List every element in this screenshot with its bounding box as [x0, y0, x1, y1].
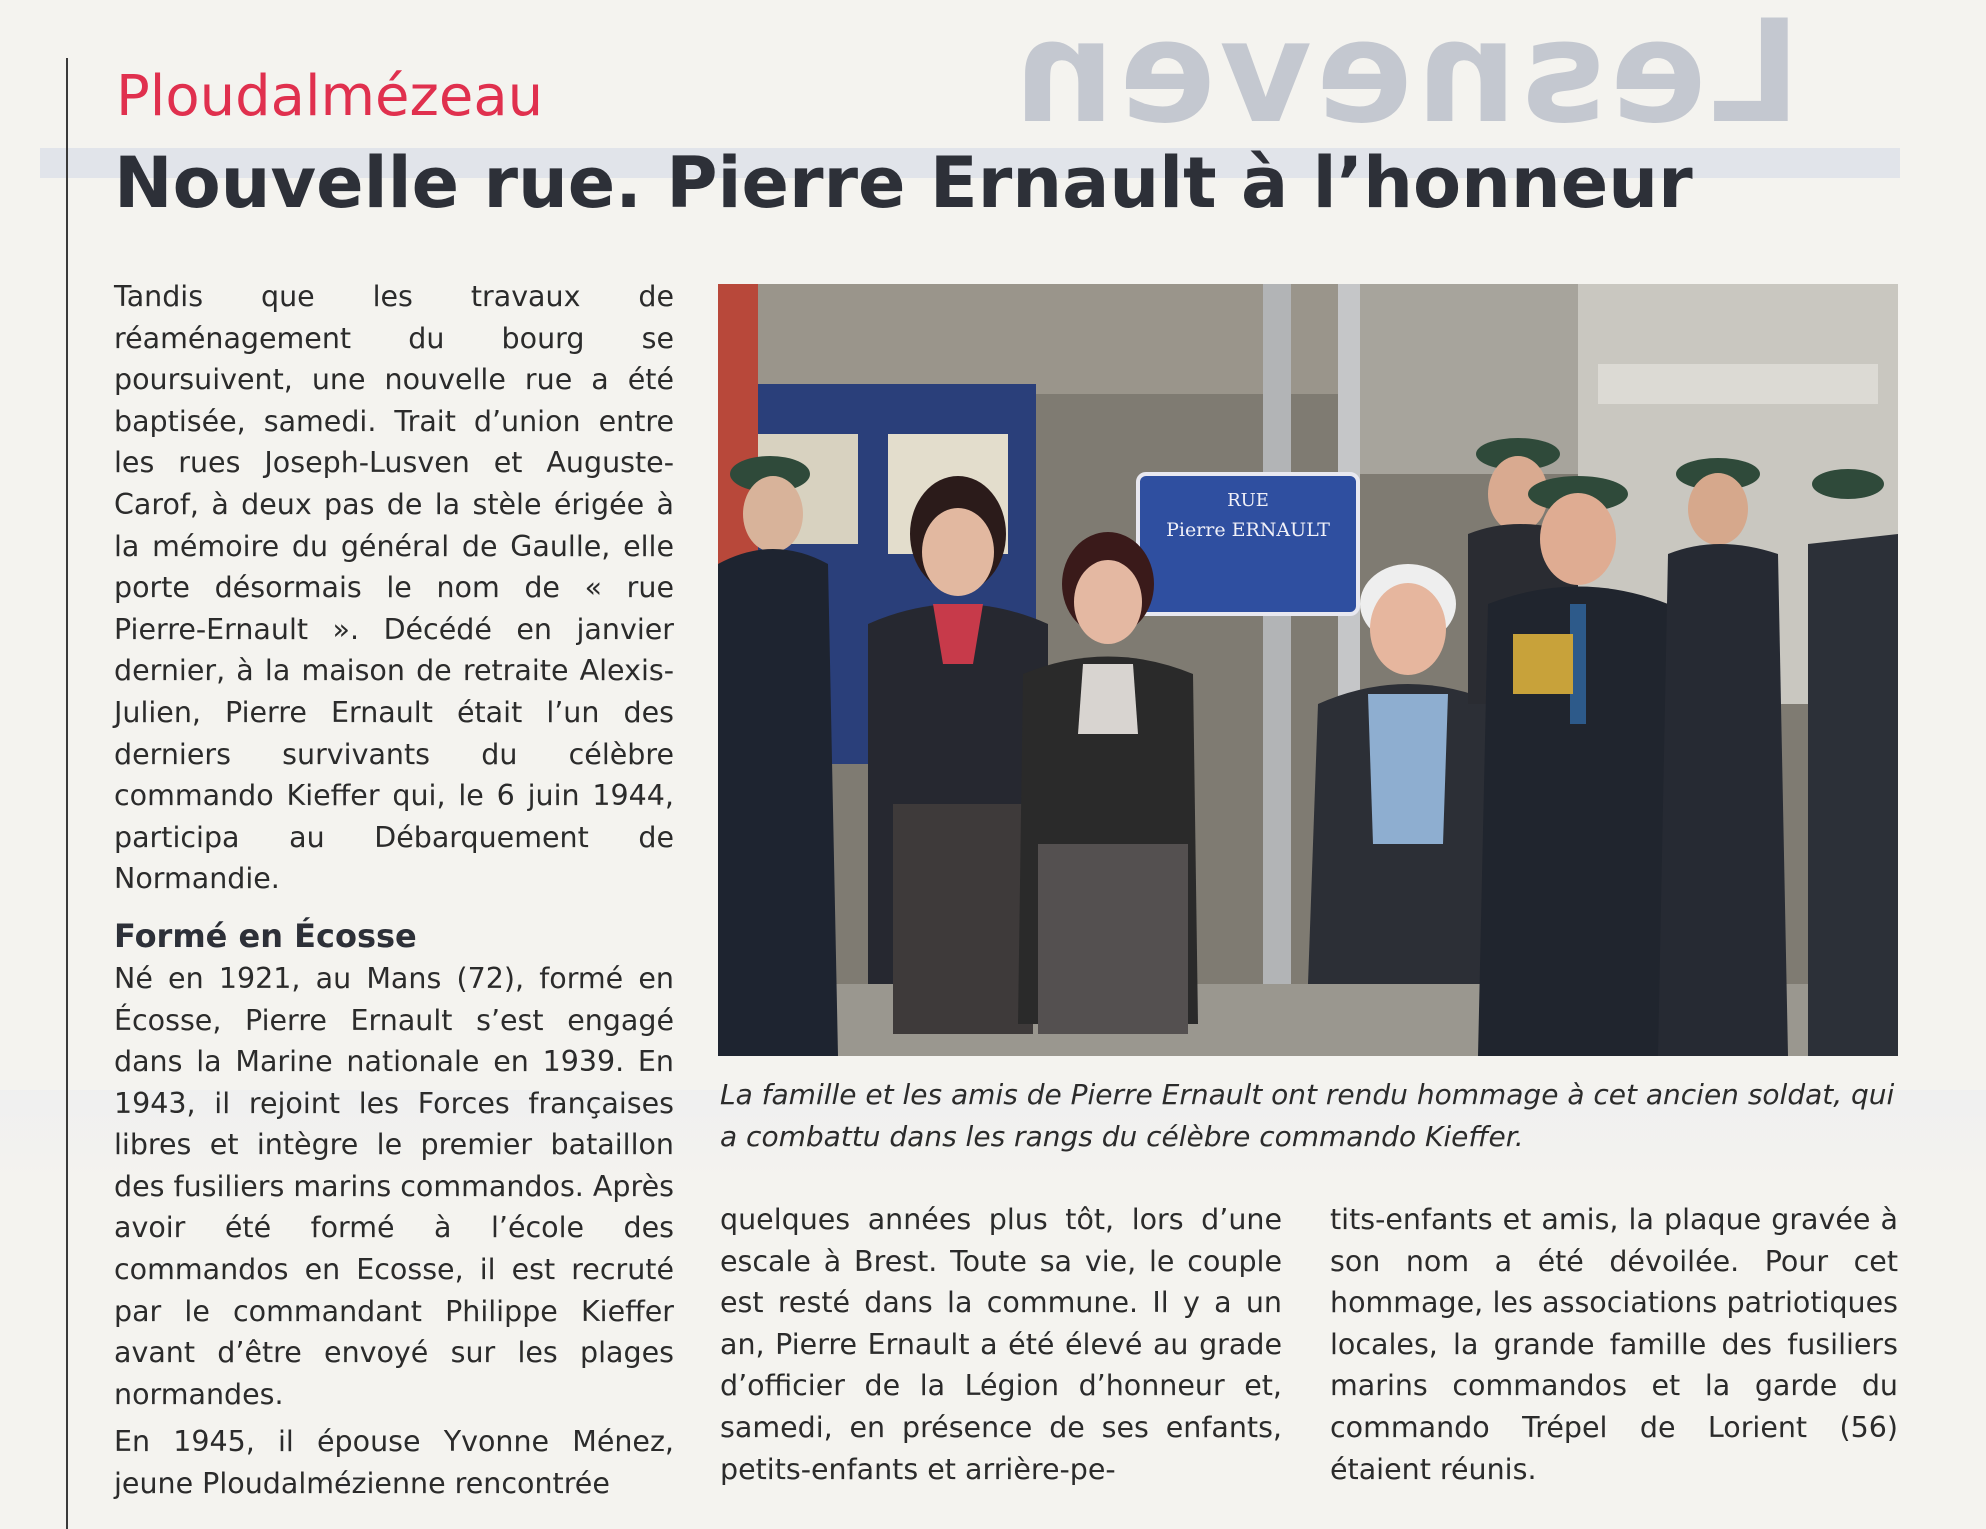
column-rule	[66, 58, 68, 1529]
sign-line-1: RUE	[1227, 490, 1269, 511]
kicker: Ploudalmézeau	[116, 64, 544, 129]
intro-paragraph: Tandis que les travaux de réaménagement du bourg se poursuivent, une nouvelle rue a été baptisée, samedi. Trait d’union entre les rues Joseph-Lusven et Auguste-Carof, à deux pas de la stèle érigée à la mémoire du général de Gaulle, elle porte désormais le nom de « rue Pierre-Ernault ». Décédé en janvier dernier, à la maison de retraite Alexis-Julien, Pierre Ernault était l’un des derniers survivants du célèbre commando Kieffer qui, le 6 juin 1944, participa au Débarquement de Normandie.	[114, 280, 674, 896]
article-photo	[718, 284, 1898, 1056]
photo-illustration	[718, 284, 1898, 1056]
photo-caption: La famille et les amis de Pierre Ernault ont rendu hommage à cet ancien soldat, qui a combattu dans les rangs du célèbre commando Kieffer.	[720, 1078, 1895, 1153]
paragraph-2: Né en 1921, au Mans (72), formé en Écosse, Pierre Ernault s’est engagé dans la Marine nationale en 1939. En 1943, il rejoint les Forces françaises libres et intègre le premier bataillon des fusiliers marins commandos. Après avoir été formé à l’école des commandos en Ecosse, il est recruté par le commandant Philippe Kieffer avant d’être envoyé sur les plages normandes.	[114, 961, 674, 1411]
article-column-2	[720, 1199, 1282, 1490]
paragraph-3-continued: quelques années plus tôt, lors d’une escale à Brest. Toute sa vie, le couple est resté dans la commune. Il y a un an, Pierre Ernault a été élevé au grade d’officier de la Légion d’honneur et, samedi, en présence de ses enfants, petits-enfants et arrière-pe-	[720, 1203, 1282, 1486]
show-through-text: Lesneven	[1010, 0, 1801, 155]
headline: Nouvelle rue. Pierre Ernault à l’honneur	[114, 142, 1693, 224]
article-column-1	[114, 276, 674, 1505]
paragraph-3-end: tits-enfants et amis, la plaque gravée à son nom a été dévoilée. Pour cet hommage, les associations patriotiques locales, la grande famille des fusiliers marins commandos et la garde du commando Trépel de Lorient (56) étaient réunis.	[1330, 1203, 1898, 1486]
paragraph-3-start: En 1945, il épouse Yvonne Ménez, jeune Ploudalmézienne rencontrée	[114, 1425, 674, 1501]
subhead: Formé en Écosse	[114, 916, 417, 955]
article-column-3	[1330, 1199, 1898, 1490]
sign-line-2: Pierre ERNAULT	[1166, 519, 1330, 541]
